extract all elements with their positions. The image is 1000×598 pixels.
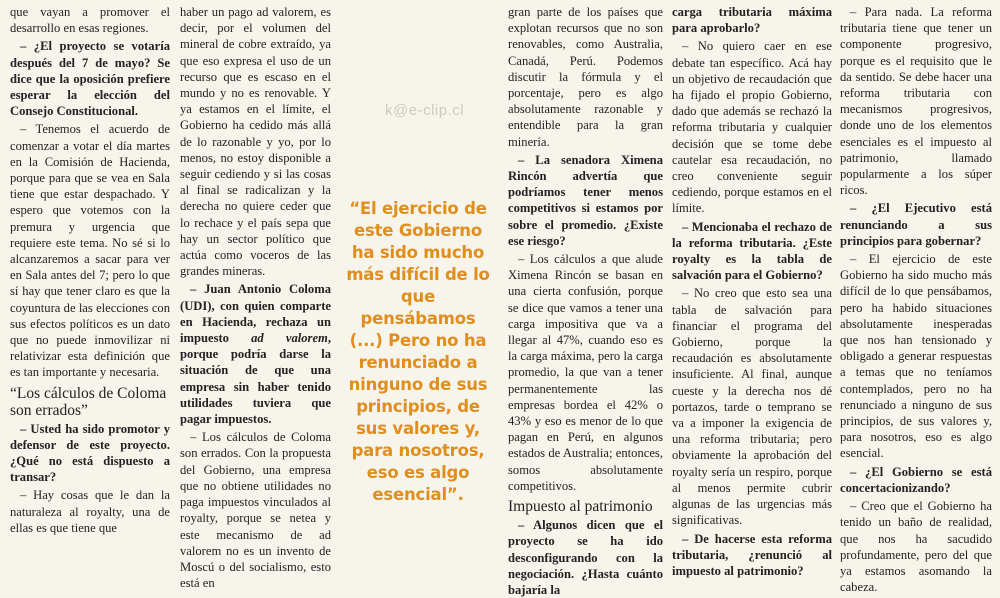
answer-paragraph: – Para nada. La reforma tributaria tiene que tener un componente progresivo, porque es el requisito que le da sentido. Se debe hacer una reforma tributaria con mecanismos progresivos, donde uno de los elementos esenciales es el impuesto al patrimonio, llamado popularmente a los súper ricos. xyxy=(840,5,992,198)
answer-paragraph: – No creo que esto sea una tabla de salvación para financiar el programa del Gobierno, porque la recaudación es absolutamente insuficiente. Al final, aunque cueste y la derecha nos dé portazos, tarde o temprano se va a imponer la exigencia de una reforma tributaria; pero obviamente la aprobación del royalty sería un respiro, porque al menos permite cubrir algunas de las urgencias más significativas. xyxy=(672,286,832,528)
answer-paragraph: – Tenemos el acuerdo de comenzar a votar el día martes en la Comisión de Hacienda, porque para que se vea en Sala tiene que estar despachado. Y espero que votemos con la premura y urgencia que requiere este tema. No sé si lo alcanzaremos a sacar para ver en Sala antes del 7; pero lo que sí hay que tener claro es que la coyuntura de las elecciones con sus efectos políticos es un dato que no puede inmovilizar ni relativizar esta definición que es tan importante y necesaria. xyxy=(10,122,170,380)
paragraph: haber un pago ad valorem, es decir, por el volumen del mineral de cobre extraído, ya que eso expresa el uso de un recurso que es escaso en el mundo y no es renovable. Y ya estamos en el límite, el Gobierno ha cedido más allá de lo razonable y yo, por lo menos, no estoy disponible a seguir cediendo y si las cosas al final se radicalizan y la derecha no quiere ceder que lo rechace y el país sepa que hay un sector político que actúa como voceros de las grandes mineras. xyxy=(180,5,331,279)
watermark-text: k@e-clip.cl xyxy=(385,102,465,119)
question-emphasis: ad valorem xyxy=(251,331,328,346)
section-heading: Impuesto al patrimonio xyxy=(508,498,653,516)
paragraph: gran parte de los países que explotan recursos que no son renovables, como Australia, Canadá, Perú. Podemos discutir la fórmula y el porcentaje, pero es algo absolutamente razonable y entendible para la gran minería. xyxy=(508,5,663,149)
question-text: – Juan Antonio Coloma (UDI), con quien comparte en Hacienda, rechaza un impuesto xyxy=(180,282,331,346)
answer-paragraph: – El ejercicio de este Gobierno ha sido mucho más difícil de lo que pensábamos, pero ha habido situaciones absolutamente inesperadas que nos han tensionado y obligado a generar respuestas a temas que no teníamos contemplados, pero no ha renunciado a ninguno de sus principios, de sus valores y, para nosotros, eso es algo esencial. xyxy=(840,252,992,461)
question-paragraph: – Usted ha sido promotor y defensor de este proyecto. ¿Qué no está dispuesto a transar? xyxy=(10,421,170,485)
question-paragraph: – ¿El Ejecutivo está renunciando a sus principios para gobernar? xyxy=(840,201,992,248)
question-text: , porque podría darse la situación de que una empresa sin haber tenido utilidades tuviera que pagar impuestos. xyxy=(180,331,331,427)
answer-paragraph: – Los cálculos de Coloma son errados. Con la propuesta del Gobierno, una empresa que no obtiene utilidades no paga impuestos vinculados al royalty, porque se netea y este mecanismo de ad valorem no es un invento de Moscú o del socialismo, esto está en xyxy=(180,430,331,591)
section-heading: “Los cálculos de Coloma son errados” xyxy=(10,384,167,419)
answer-paragraph: – Hay cosas que le dan la naturaleza al royalty, una de ellas es que tiene que xyxy=(10,488,170,535)
article-column-3 xyxy=(508,4,663,597)
article-column-4 xyxy=(672,4,832,578)
answer-paragraph: – Creo que el Gobierno ha tenido un baño de realidad, que nos ha sacudido profundamente, pero del que ya estamos asomando la cabeza. xyxy=(840,499,992,595)
article-column-1 xyxy=(10,4,170,538)
question-paragraph: carga tributaria máxima para aprobarlo? xyxy=(672,5,832,36)
paragraph: que vayan a promover el desarrollo en esas regiones. xyxy=(10,5,170,36)
question-paragraph: – ¿El proyecto se votaría después del 7 de mayo? Se dice que la oposición prefiere esperar la elección del Consejo Constitucional. xyxy=(10,39,170,119)
answer-paragraph: – No quiero caer en ese debate tan específico. Acá hay un objetivo de recaudación que ha fijado el propio Gobierno, dado que además se rechazó la reforma tributaria y cualquier decisión que se tome debe cautelar esa recaudación, no creo conveniente seguir cediendo, porque estamos en el límite. xyxy=(672,39,832,216)
article-column-5 xyxy=(840,4,992,595)
question-paragraph: – Mencionaba el rechazo de la reforma tributaria. ¿Este royalty es la tabla de salvación para el Gobierno? xyxy=(672,219,832,283)
answer-paragraph: – Los cálculos a que alude Ximena Rincón se basan en una cierta confusión, porque se dice que vamos a tener una carga impositiva que va a llegar al 47%, cuando eso es la carga máxima, pero la carga promedio, la que van a tener permanentemente las empresas bordea el 42% o 43% y eso es menor de lo que pagan en Perú, en algunos estados de Australia; entonces, somos absolutamente competitivos. xyxy=(508,252,663,493)
question-paragraph: – La senadora Ximena Rincón advertía que podríamos tener menos competitivos si estamos por sobre el promedio. ¿Existe ese riesgo? xyxy=(508,152,663,248)
question-paragraph: – Algunos dicen que el proyecto se ha ido desconfigurando con la negociación. ¿Hasta cuánto bajaría la xyxy=(508,518,663,597)
pull-quote: “El ejercicio de este Gobierno ha sido mucho más difícil de lo que pensábamos (...) Pero no ha renunciado a ninguno de sus principios, de sus valores y, para nosotros, eso es algo esencial”. xyxy=(346,199,490,504)
question-paragraph xyxy=(180,281,331,427)
question-paragraph: – De hacerse esta reforma tributaria, ¿renunció al impuesto al patrimonio? xyxy=(672,531,832,578)
question-paragraph: – ¿El Gobierno se está concertacionizando? xyxy=(840,464,992,495)
article-column-2 xyxy=(180,4,331,591)
